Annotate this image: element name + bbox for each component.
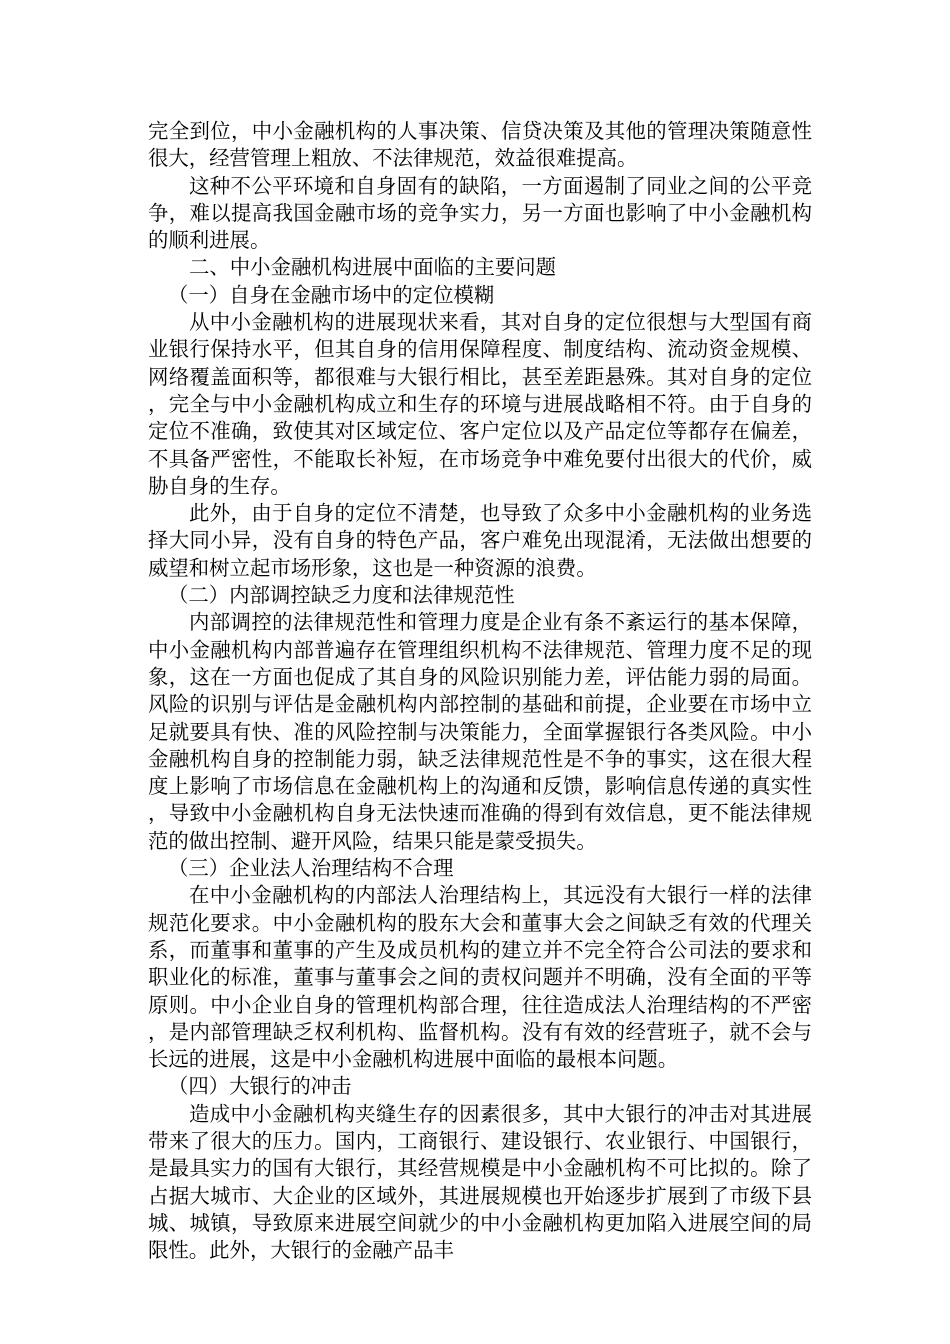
- document-page: [148, 118, 812, 1264]
- subsection-heading: （一）自身在金融市场中的定位模糊: [168, 282, 495, 307]
- paragraph: 造成中小金融机构夹缝生存的因素很多，其中大银行的冲击对其进展带来了很大的压力。国内，工商银行、建设银行、农业银行、中国银行，是最具实力的国有大银行，其经营规模是中小金融机构不可比拟的。除了占据大城市、大企业的区域外，其进展规模也开始逐步扩展到了市级下县城、城镇，导致原来进展空间就少的中小金融机构更加陷入进展空间的局限性。此外，大银行的金融产品丰: [148, 1101, 812, 1263]
- paragraph: 内部调控的法律规范性和管理力度是企业有条不紊运行的基本保障，中小金融机构内部普遍存在管理组织机构不法律规范、管理力度不足的现象，这在一方面也促成了其自身的风险识别能力差，评估能力弱的局面。风险的识别与评估是金融机构内部控制的基础和前提，企业要在市场中立足就要具有快、准的风险控制与决策能力，全面掌握银行各类风险。中小金融机构自身的控制能力弱，缺乏法律规范性是不争的事实，这在很大程度上影响了市场信息在金融机构上的沟通和反馈，影响信息传递的真实性，导致中小金融机构自身无法快速而准确的得到有效信息，更不能法律规范的做出控制、避开风险，结果只能是蒙受损失。: [148, 610, 812, 853]
- paragraph: 从中小金融机构的进展现状来看，其对自身的定位很想与大型国有商业银行保持水平，但其自身的信用保障程度、制度结构、流动资金规模、网络覆盖面积等，都很难与大银行相比，甚至差距悬殊。其对自身的定位，完全与中小金融机构成立和生存的环境与进展战略相不符。由于自身的定位不准确，致使其对区域定位、客户定位以及产品定位等都存在偏差，不具备严密性，不能取长补短，在市场竞争中难免要付出很大的代价，威胁自身的生存。: [148, 310, 812, 498]
- subsection-heading: （四）大银行的冲击: [168, 1074, 352, 1099]
- subsection-heading: （三）企业法人治理结构不合理: [168, 856, 454, 881]
- section-heading: 二、中小金融机构进展中面临的主要问题: [189, 255, 557, 280]
- paragraph: 在中小金融机构的内部法人治理结构上，其远没有大银行一样的法律规范化要求。中小金融机构的股东大会和董事大会之间缺乏有效的代理关系，而董事和董事的产生及成员机构的建立并不完全符合公司法的要求和职业化的标准，董事与董事会之间的责权问题并不明确，没有全面的平等原则。中小企业自身的管理机构部合理，往往造成法人治理结构的不严密，是内部管理缺乏权利机构、监督机构。没有有效的经营班子，就不会与长远的进展，这是中小金融机构进展中面临的最根本问题。: [148, 883, 812, 1072]
- subsection-heading: （二）内部调控缺乏力度和法律规范性: [168, 583, 515, 608]
- paragraph: 此外，由于自身的定位不清楚，也导致了众多中小金融机构的业务选择大同小异，没有自身的特色产品，客户难免出现混淆，无法做出想要的威望和树立起市场形象，这也是一种资源的浪费。: [148, 501, 812, 580]
- paragraph: 这种不公平环境和自身固有的缺陷，一方面遏制了同业之间的公平竞争，难以提高我国金融市场的竞争实力，另一方面也影响了中小金融机构的顺利进展。: [148, 173, 812, 253]
- paragraph-continuation: 完全到位，中小金融机构的人事决策、信贷决策及其他的管理决策随意性很大，经营管理上粗放、不法律规范，效益很难提高。: [148, 119, 812, 171]
